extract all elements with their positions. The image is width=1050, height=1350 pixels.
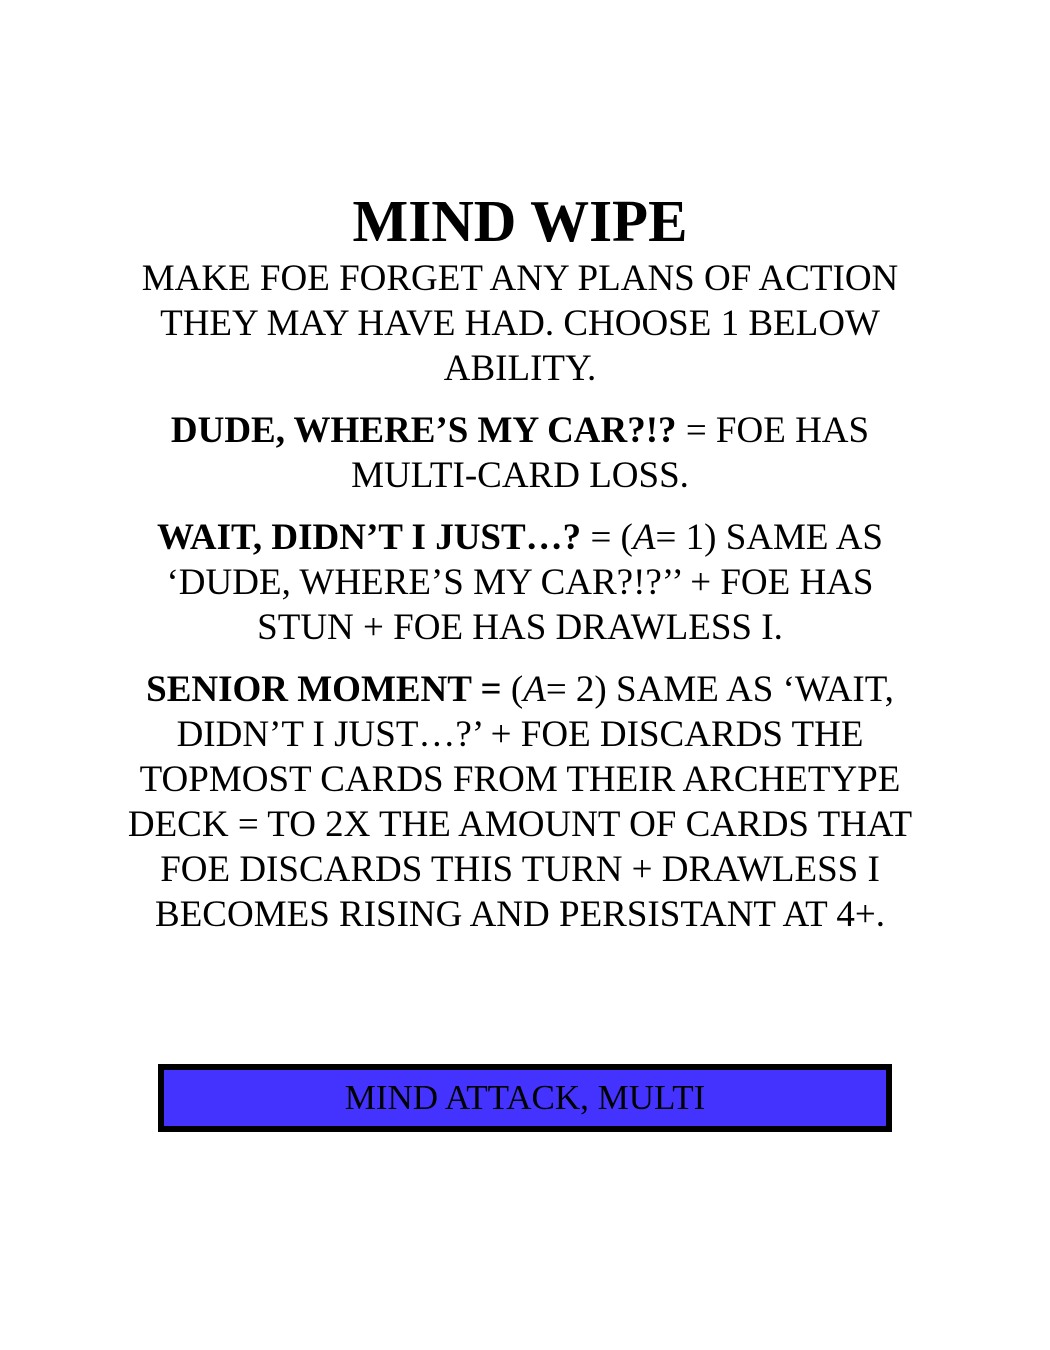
ability-a-variable: A	[523, 669, 546, 710]
ability-separator: = (	[581, 517, 633, 558]
ability-name: WAIT, DIDN’T I JUST…?	[156, 517, 582, 558]
card-intro-text: MAKE FOE FORGET ANY PLANS OF ACTION THEY MAY HAVE HAD. CHOOSE 1 BELOW ABILITY.	[141, 258, 899, 389]
ability-senior-moment	[125, 667, 915, 937]
ability-text: SAME AS ‘WAIT, DIDN’T I JUST…?’ + FOE DISCARDS THE TOPMOST CARDS FROM THEIR ARCHETYPE DECK = TO 2X THE AMOUNT OF CARDS THAT FOE DISCARDS THIS TURN + DRAWLESS I BECOMES RISING AND PERSISTANT AT 4+.	[127, 669, 913, 935]
ability-name: DUDE, WHERE’S MY CAR?!?	[170, 410, 677, 451]
ability-wait-didnt-i-just	[125, 515, 915, 650]
card-type-bar	[158, 1064, 892, 1132]
ability-dude-where-is-my-car	[125, 408, 915, 498]
ability-cost: = 2)	[545, 669, 607, 710]
ability-cost: = 1)	[655, 517, 717, 558]
ability-name: SENIOR MOMENT =	[146, 669, 502, 710]
card-title: MIND WIPE	[352, 188, 688, 254]
ability-separator: (	[501, 669, 524, 710]
ability-a-variable: A	[632, 517, 656, 558]
ability-text: = FOE HAS MULTI-CARD LOSS.	[351, 410, 870, 496]
ability-text: SAME AS ‘DUDE, WHERE’S MY CAR?!?’’ + FOE HAS STUN + FOE HAS DRAWLESS I.	[166, 517, 884, 648]
card-type-label: MIND ATTACK, MULTI	[344, 1078, 706, 1117]
